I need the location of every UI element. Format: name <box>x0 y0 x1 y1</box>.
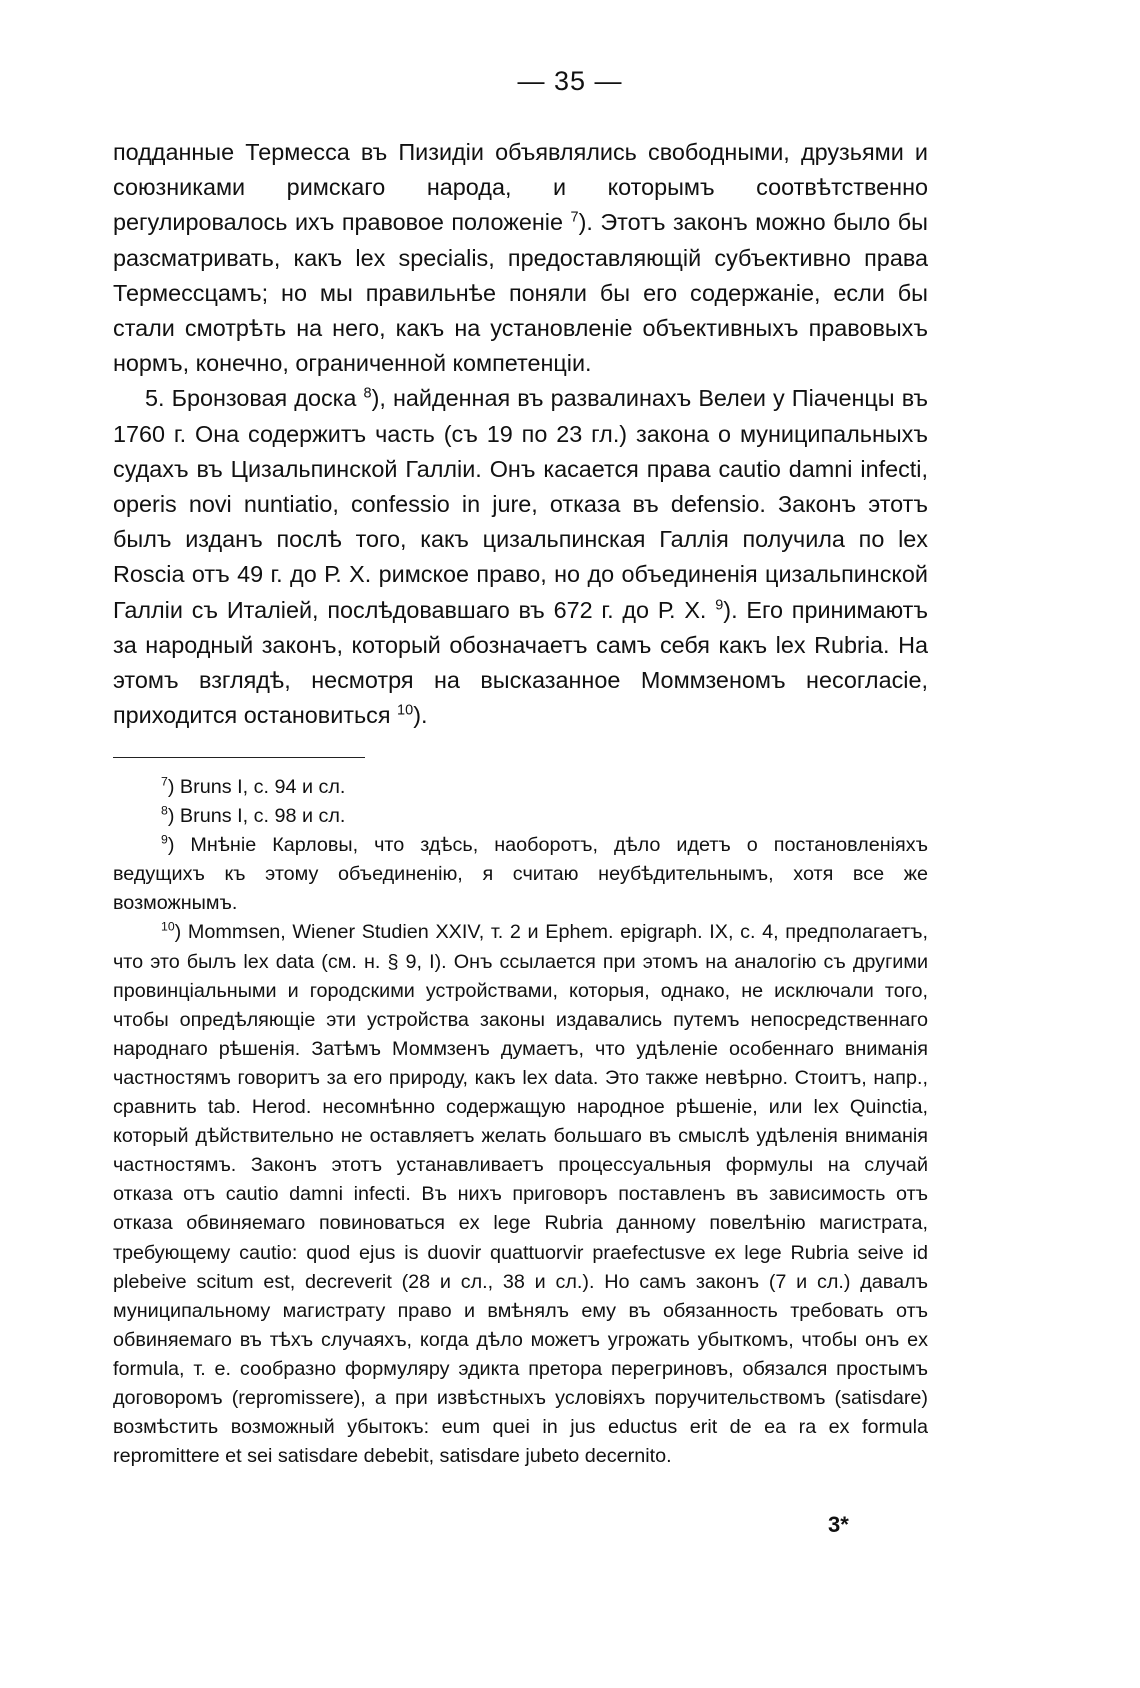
footnote-mark: 9 <box>161 832 168 847</box>
footnote-ref-7: 7 <box>570 209 579 226</box>
footnote-ref-10: 10 <box>397 702 414 719</box>
paragraph-1-text-a: подданные Термесса въ Пизидіи объявлялись свободными, друзьями и союзниками римскаго народа, и которымъ соотвѣтственно регулировалось ихъ правовое положеніе <box>113 139 928 236</box>
footnote-ref-8: 8 <box>363 385 372 402</box>
footnote-9 <box>113 831 928 918</box>
paragraph-1 <box>113 135 928 381</box>
footnote-7 <box>113 773 928 802</box>
paragraph-2-text-d: ). <box>413 702 428 729</box>
footnote-mark: 10 <box>161 920 175 935</box>
footnote-8 <box>113 802 928 831</box>
footnote-text: ) Mommsen, Wiener Studien XXIV, т. 2 и Ephem. epigraph. IX, с. 4, предполагаетъ, что это былъ lex data (см. н. § 9, I). Онъ ссылается при этомъ на аналогію съ другими провинціальными и городскими устройствами, которыя, однако, не исключали того, чтобы опредѣляющіе эти устройства законы издавались путемъ непосредственнаго народнаго рѣшенія. Затѣмъ Моммзенъ думаетъ, что удѣленіе особеннаго вниманія частностямъ говоритъ за его природу, какъ lex data. Это также невѣрно. Стоитъ, напр., сравнить tab. Herod. несомнѣнно содержащую народное рѣшеніе, или lex Quinctia, который дѣйствительно не оставляетъ желать большаго въ смыслѣ удѣленія вниманія частностямъ. Законъ этотъ устанавливаетъ процессуальныя формулы на случай отказа отъ cautio damni infecti. Въ нихъ приговоръ поставленъ въ зависимость отъ отказа обвиняемаго повиноваться ex lege Rubria данному повелѣнію магистрата, требующему cautio: quod ejus is duovir quattuorvir praefectusve ex lege Rubria seive id plebeive scitum est, decreverit (28 и сл., 38 и сл.). Но самъ законъ (7 и сл.) давалъ муниципальному магистрату право и вмѣнялъ ему въ обязанность требовать отъ обвиняемаго въ тѣхъ случаяхъ, когда дѣло можетъ угрожать убыткомъ, чтобы онъ ex formula, т. е. сообразно формуляру эдикта претора перегриновъ, обязался простымъ договоромъ (repromissere), а при извѣстныхъ условіяхъ поручительствомъ (satisdare) возмѣстить возможный убытокъ: eum quei in jus eductus erit de ea ra ex formula repromittere et sei satisdare debebit, satisdare jubeto decernito. <box>113 921 928 1468</box>
footnote-text: ) Мнѣніе Карловы, что здѣсь, наоборотъ, дѣло идетъ о постановленіяхъ ведущихъ къ этому объединенію, я считаю неубѣдительнымъ, хотя все же возможнымъ. <box>113 834 928 915</box>
footnote-10 <box>113 918 928 1471</box>
paragraph-2 <box>113 381 928 733</box>
footnotes <box>113 773 928 1471</box>
footnote-mark: 7 <box>161 774 168 789</box>
footnote-separator <box>113 757 365 758</box>
paragraph-2-text-c: ). Его принимаютъ за народный законъ, который обозначаетъ самъ себя какъ lex Rubria. На этомъ взглядѣ, несмотря на высказанное Моммзеномъ несогласіе, приходится остановиться <box>113 596 928 729</box>
page-number: — 35 — <box>517 66 623 96</box>
footnote-text: ) Bruns I, с. 94 и сл. <box>167 776 346 798</box>
paragraph-2-text-a: 5. Бронзовая доска <box>145 385 364 412</box>
main-text <box>113 135 928 733</box>
paragraph-2-text-b: ), найденная въ развалинахъ Велеи у Піаченцы въ 1760 г. Она содержитъ часть (съ 19 по 23 гл.) закона о муниципальныхъ судахъ въ Цизальпинской Галліи. Онъ касается права cautio damni infecti, operis novi nuntiatio, confessio in jure, отказа въ defensio. Законъ этотъ былъ изданъ послѣ того, какъ цизальпинская Галлія получила по lex Roscia отъ 49 г. до Р. Х. римское право, но до объединенія цизальпинской Галліи съ Италіей, послѣдовавшаго въ 672 г. до Р. Х. <box>113 385 928 623</box>
paragraph-1-text-b: ). Этотъ законъ можно было бы разсматривать, какъ lex specialis, предоставляющій субъективно права Термессцамъ; но мы правильнѣе поняли бы его содержаніе, если бы стали смотрѣть на него, какъ на установленіе объективныхъ правовыхъ нормъ, конечно, ограниченной компетенціи. <box>113 209 928 377</box>
footnote-mark: 8 <box>161 803 168 818</box>
signature-mark: 3* <box>828 1512 849 1537</box>
footnote-text: ) Bruns I, с. 98 и сл. <box>167 805 346 828</box>
footnote-ref-9: 9 <box>715 596 724 613</box>
